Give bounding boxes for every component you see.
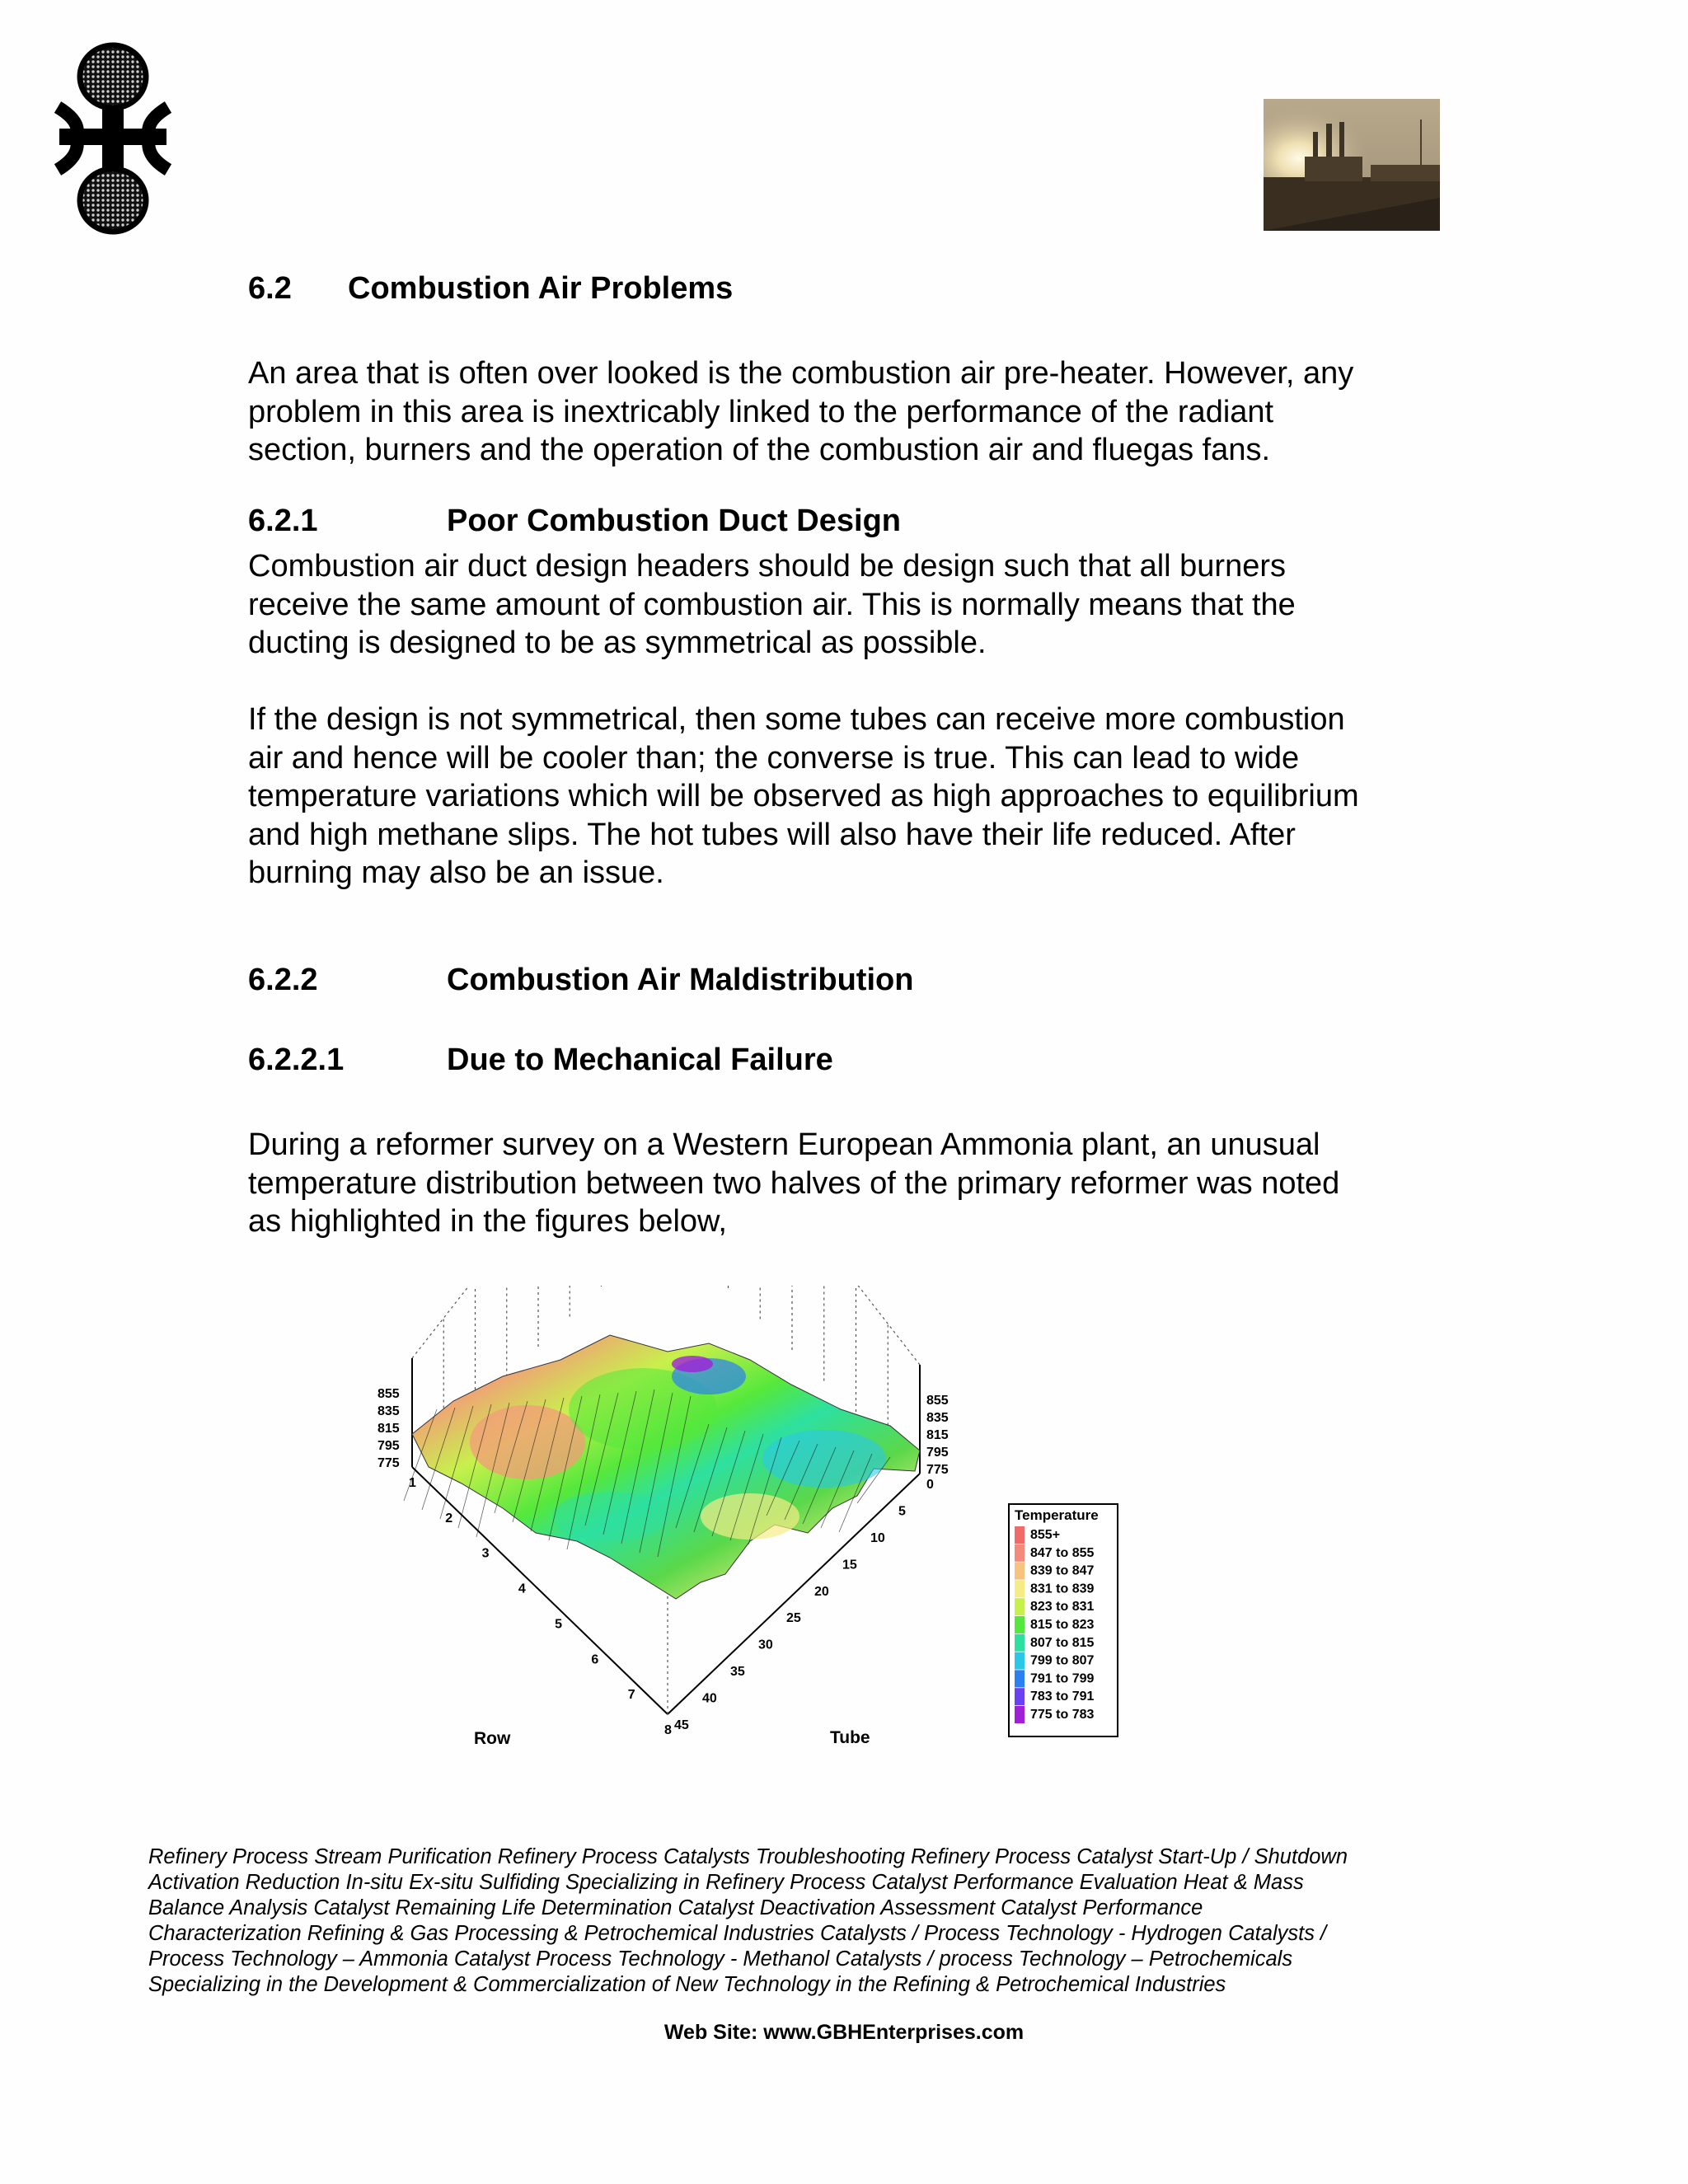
tube-tick-label: 15 [842, 1558, 857, 1572]
footer-line: Refinery Process Stream Purification Refinery Process Catalysts Troubleshooting Refinery Process Catalyst Start-Up / Shutdown [148, 1845, 1348, 1868]
z-tick-label-right: 775 [926, 1463, 949, 1477]
refinery-photo [1264, 99, 1440, 231]
text-line: burning may also be an issue. [248, 855, 664, 890]
legend-swatch [1015, 1580, 1025, 1597]
text-line: ducting is designed to be as symmetrical as possible. [248, 626, 987, 660]
section-heading-6-2-1 [248, 503, 990, 539]
legend-label: 839 to 847 [1030, 1563, 1095, 1578]
section-number: 6.2.2.1 [248, 1043, 345, 1077]
text-line: If the design is not symmetrical, then some tubes can receive more combustion [248, 702, 1345, 737]
section-number: 6.2.1 [248, 504, 318, 538]
legend-swatch [1015, 1616, 1025, 1633]
paragraph-survey [248, 1126, 1484, 1241]
tube-tick-label: 5 [898, 1504, 906, 1519]
section-number: 6.2.2 [248, 963, 318, 997]
legend-swatch [1015, 1688, 1025, 1705]
z-tick-label-right: 795 [926, 1446, 949, 1460]
legend-label: 847 to 855 [1030, 1545, 1095, 1560]
text-line: section, burners and the operation of the combustion air and fluegas fans. [248, 433, 1271, 467]
z-tick-label-left: 775 [377, 1456, 400, 1470]
z-tick-label-right: 815 [926, 1428, 949, 1442]
text-line: During a reformer survey on a Western European Ammonia plant, an unusual [248, 1127, 1320, 1162]
row-tick-label: 2 [445, 1511, 453, 1526]
tube-tick-label: 25 [786, 1611, 801, 1626]
legend-label: 815 to 823 [1030, 1618, 1095, 1632]
tube-tick-label: 45 [674, 1718, 689, 1732]
row-tick-label: 6 [591, 1652, 599, 1667]
footer-line: Specializing in the Development & Commercialization of New Technology in the Refining & Petrochemical Industries [148, 1973, 1226, 1996]
temperature-surface-chart [363, 1286, 1187, 1843]
footer-line: Activation Reduction In-situ Ex-situ Sulfiding Specializing in Refinery Process Catalyst Performance Evaluation Heat & Mass [148, 1871, 1304, 1894]
coldest-zone [672, 1356, 713, 1372]
legend-label: 791 to 799 [1030, 1671, 1095, 1686]
legend-label: 831 to 839 [1030, 1582, 1095, 1596]
text-line: air and hence will be cooler than; the converse is true. This can lead to wide [248, 740, 1300, 776]
section-heading-6-2-2-1 [248, 1042, 990, 1078]
tube-tick-label: 30 [758, 1638, 773, 1652]
z-tick-label-left: 815 [377, 1422, 400, 1436]
paragraph-duct-design [248, 547, 1484, 663]
row-tick-label: 8 [664, 1723, 672, 1737]
legend-label: 807 to 815 [1030, 1635, 1095, 1650]
text-line: temperature variations which will be observed as high approaches to equilibrium [248, 779, 1359, 813]
row-tick-label: 3 [481, 1546, 490, 1561]
z-tick-label-left: 795 [377, 1439, 400, 1453]
warm-zone [701, 1493, 799, 1540]
section-title: Due to Mechanical Failure [447, 1043, 833, 1077]
section-heading-6-2-2 [248, 962, 990, 998]
legend-label: 783 to 791 [1030, 1690, 1095, 1704]
footer-line: Balance Analysis Catalyst Remaining Life Determination Catalyst Deactivation Assessment Catalyst Performance [148, 1896, 1203, 1919]
text-line: and high methane slips. The hot tubes will also have their life reduced. After [248, 817, 1296, 852]
website-link[interactable]: Web Site: www.GBHEnterprises.com [663, 2021, 1025, 2044]
text-line: as highlighted in the figures below, [248, 1204, 727, 1239]
z-tick-label-left: 835 [377, 1404, 400, 1418]
legend-title: Temperature [1015, 1507, 1099, 1523]
company-logo [51, 40, 175, 237]
row-tick-label: 1 [409, 1476, 416, 1490]
text-line: Combustion air duct design headers should be design such that all burners [248, 549, 1286, 583]
text-line: An area that is often over looked is the combustion air pre-heater. However, any [248, 356, 1354, 391]
legend-swatch [1015, 1598, 1025, 1615]
z-tick-label-right: 855 [926, 1394, 949, 1408]
text-line: temperature distribution between two halves of the primary reformer was noted [248, 1165, 1340, 1201]
section-title: Combustion Air Maldistribution [447, 963, 914, 997]
paragraph-asymmetry [248, 701, 1484, 893]
z-tick-label-right: 835 [926, 1411, 949, 1425]
legend-swatch [1015, 1634, 1025, 1652]
legend-label: 823 to 831 [1030, 1600, 1095, 1615]
legend-swatch [1015, 1526, 1025, 1544]
hot-zone [470, 1405, 585, 1479]
z-tick-label-left: 855 [377, 1387, 400, 1401]
footer-line: Characterization Refining & Gas Processing & Petrochemical Industries Catalysts / Process Technology - Hydrogen Catalysts / [148, 1922, 1327, 1945]
tube-axis-label: Tube [830, 1728, 870, 1747]
section-number: 6.2 [248, 271, 292, 306]
legend-label: 855+ [1030, 1528, 1061, 1542]
tube-tick-label: 0 [926, 1478, 934, 1492]
paragraph-intro [248, 354, 1484, 470]
tube-tick-label: 20 [814, 1584, 829, 1599]
tube-tick-label: 40 [702, 1691, 717, 1706]
section-title: Poor Combustion Duct Design [447, 504, 901, 538]
section-heading-6-2 [248, 270, 990, 307]
tube-tick-label: 35 [730, 1665, 745, 1680]
tube-tick-label: 10 [870, 1530, 885, 1545]
footer-text [148, 1844, 1648, 1998]
row-tick-label: 4 [518, 1582, 526, 1596]
legend-label: 775 to 783 [1030, 1708, 1095, 1722]
legend-swatch [1015, 1563, 1025, 1580]
row-axis-label: Row [474, 1729, 511, 1748]
section-title: Combustion Air Problems [348, 271, 734, 306]
legend-label: 799 to 807 [1030, 1653, 1095, 1668]
row-tick-label: 5 [555, 1617, 563, 1632]
text-line: problem in this area is inextricably linked to the performance of the radiant [248, 394, 1274, 429]
row-tick-label: 7 [627, 1688, 635, 1703]
legend-swatch [1015, 1670, 1025, 1687]
legend-swatch [1015, 1544, 1025, 1562]
text-line: receive the same amount of combustion air. This is normally means that the [248, 587, 1296, 622]
temperature-legend [1009, 1504, 1118, 1736]
legend-swatch [1015, 1652, 1025, 1670]
footer-line: Process Technology – Ammonia Catalyst Process Technology - Methanol Catalysts / process Technology – Petrochemicals [148, 1947, 1293, 1971]
legend-swatch [1015, 1706, 1025, 1723]
